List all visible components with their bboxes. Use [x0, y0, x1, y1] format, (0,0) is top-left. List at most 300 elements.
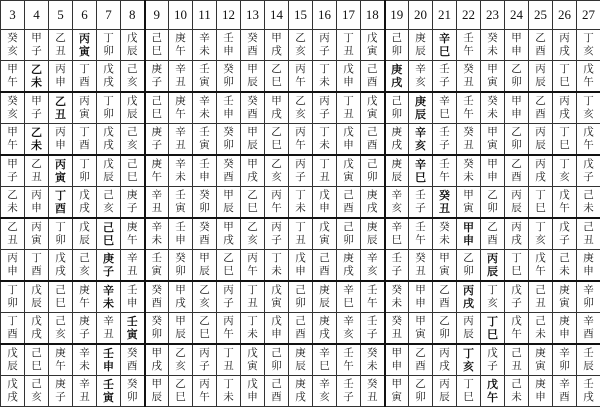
day-header-cell: 24	[505, 1, 529, 30]
ganzhi-cell: 庚 戌	[337, 250, 361, 282]
ganzhi-cell: 庚 寅	[553, 281, 577, 313]
ganzhi-cell: 乙 未	[25, 61, 49, 93]
day-header-row	[1, 1, 600, 30]
ganzhi-cell: 癸 卯	[169, 250, 193, 282]
ganzhi-cell: 戊 寅	[241, 344, 265, 376]
ganzhi-cell: 丁 卯	[49, 218, 73, 250]
ganzhi-cell: 庚 辰	[409, 92, 433, 124]
ganzhi-cell: 丁 酉	[25, 250, 49, 282]
ganzhi-cell: 乙 酉	[481, 218, 505, 250]
ganzhi-cell: 丙 申	[25, 187, 49, 219]
ganzhi-cell: 乙 丑	[49, 92, 73, 124]
ganzhi-cell: 甲 寅	[433, 250, 457, 282]
ganzhi-cell: 壬 申	[121, 281, 145, 313]
ganzhi-cell: 戊 申	[289, 250, 313, 282]
ganzhi-cell: 戊 辰	[73, 218, 97, 250]
ganzhi-cell: 甲 子	[1, 155, 25, 187]
day-header-cell: 23	[481, 1, 505, 30]
ganzhi-cell: 己 巳	[145, 30, 169, 61]
ganzhi-cell: 庚 子	[121, 187, 145, 219]
ganzhi-cell: 己 亥	[49, 313, 73, 345]
ganzhi-cell: 戊 申	[241, 376, 265, 407]
ganzhi-cell: 庚 寅	[529, 344, 553, 376]
ganzhi-cell: 丁 丑	[313, 155, 337, 187]
ganzhi-cell: 丁 丑	[337, 92, 361, 124]
ganzhi-cell: 壬 寅	[193, 124, 217, 156]
ganzhi-cell: 壬 午	[457, 30, 481, 61]
table-row	[1, 218, 600, 250]
ganzhi-cell: 庚 子	[73, 313, 97, 345]
ganzhi-cell: 丙 子	[313, 92, 337, 124]
ganzhi-cell: 丁 未	[313, 61, 337, 93]
ganzhi-cell: 己 亥	[25, 376, 49, 407]
day-header-cell: 27	[577, 1, 600, 30]
ganzhi-cell: 甲 午	[1, 124, 25, 156]
ganzhi-cell: 甲 子	[25, 30, 49, 61]
ganzhi-cell: 丙 戌	[457, 281, 481, 313]
ganzhi-cell: 己 巳	[97, 218, 121, 250]
ganzhi-cell: 戊 寅	[337, 155, 361, 187]
ganzhi-cell: 庚 午	[169, 30, 193, 61]
ganzhi-cell: 癸 未	[481, 92, 505, 124]
ganzhi-cell: 庚 申	[529, 376, 553, 407]
ganzhi-cell: 甲 戌	[265, 92, 289, 124]
ganzhi-cell: 乙 未	[25, 124, 49, 156]
ganzhi-cell: 乙 亥	[193, 281, 217, 313]
ganzhi-cell: 癸 酉	[121, 344, 145, 376]
day-header-cell: 22	[457, 1, 481, 30]
ganzhi-cell: 戊 申	[313, 187, 337, 219]
table-row	[1, 313, 600, 345]
ganzhi-cell: 戊 辰	[97, 155, 121, 187]
ganzhi-cell: 丁 丑	[289, 218, 313, 250]
ganzhi-cell: 丙 申	[49, 124, 73, 156]
ganzhi-cell: 庚 辰	[409, 30, 433, 61]
ganzhi-cell: 壬 午	[457, 92, 481, 124]
ganzhi-cell: 戊 戌	[49, 250, 73, 282]
ganzhi-cell: 丙 辰	[505, 187, 529, 219]
ganzhi-cell: 丁 卯	[97, 30, 121, 61]
ganzhi-cell: 辛 酉	[553, 376, 577, 407]
ganzhi-cell: 乙 巳	[241, 187, 265, 219]
ganzhi-cell: 丙 戌	[529, 155, 553, 187]
ganzhi-cell: 辛 巳	[313, 344, 337, 376]
ganzhi-cell: 癸 酉	[241, 92, 265, 124]
ganzhi-cell: 甲 寅	[481, 124, 505, 156]
ganzhi-cell: 甲 辰	[145, 376, 169, 407]
table-row	[1, 187, 600, 219]
ganzhi-cell: 癸 酉	[193, 218, 217, 250]
day-header-cell: 21	[433, 1, 457, 30]
ganzhi-cell: 庚 子	[145, 61, 169, 93]
ganzhi-cell: 己 卯	[385, 30, 409, 61]
ganzhi-cell: 戊 午	[553, 187, 577, 219]
ganzhi-cell: 己 酉	[313, 250, 337, 282]
ganzhi-cell: 甲 寅	[457, 187, 481, 219]
ganzhi-cell: 壬 申	[193, 155, 217, 187]
ganzhi-cell: 丙 子	[217, 281, 241, 313]
ganzhi-cell: 戊 戌	[97, 124, 121, 156]
ganzhi-cell: 戊 辰	[1, 344, 25, 376]
ganzhi-cell: 己 巳	[145, 92, 169, 124]
day-header-cell: 7	[97, 1, 121, 30]
ganzhi-cell: 壬 寅	[145, 250, 169, 282]
ganzhi-cell: 丁 未	[241, 313, 265, 345]
ganzhi-cell: 甲 申	[505, 92, 529, 124]
ganzhi-cell: 辛 丑	[145, 187, 169, 219]
ganzhi-cell: 庚 午	[73, 281, 97, 313]
ganzhi-cell: 己 丑	[505, 344, 529, 376]
day-header-cell: 12	[217, 1, 241, 30]
ganzhi-cell: 戊 辰	[121, 92, 145, 124]
day-header-cell: 4	[25, 1, 49, 30]
day-header-cell: 13	[241, 1, 265, 30]
ganzhi-cell: 己 酉	[265, 376, 289, 407]
ganzhi-cell: 甲 戌	[241, 155, 265, 187]
ganzhi-cell: 丁 亥	[577, 92, 600, 124]
table-row	[1, 61, 600, 93]
ganzhi-cell: 丁 酉	[73, 124, 97, 156]
ganzhi-cell: 丁 酉	[73, 61, 97, 93]
ganzhi-cell: 癸 未	[433, 218, 457, 250]
ganzhi-cell: 壬 申	[97, 344, 121, 376]
ganzhi-cell: 戊 寅	[361, 92, 385, 124]
ganzhi-cell: 甲 戌	[265, 30, 289, 61]
ganzhi-cell: 壬 子	[337, 376, 361, 407]
ganzhi-cell: 己 未	[529, 313, 553, 345]
ganzhi-cell: 己 卯	[289, 281, 313, 313]
ganzhi-cell: 乙 亥	[169, 344, 193, 376]
ganzhi-cell: 乙 丑	[25, 155, 49, 187]
ganzhi-cell: 庚 辰	[361, 218, 385, 250]
ganzhi-cell: 己 未	[553, 250, 577, 282]
ganzhi-cell: 丙 申	[1, 250, 25, 282]
table-row	[1, 124, 600, 156]
day-header-cell: 6	[73, 1, 97, 30]
ganzhi-cell: 乙 酉	[529, 92, 553, 124]
ganzhi-cell: 丙 辰	[529, 124, 553, 156]
ganzhi-cell: 辛 亥	[385, 187, 409, 219]
ganzhi-cell: 丙 戌	[553, 30, 577, 61]
ganzhi-cell: 丁 亥	[577, 30, 600, 61]
table-row	[1, 92, 600, 124]
day-header-cell: 16	[313, 1, 337, 30]
ganzhi-cell: 丙 寅	[73, 92, 97, 124]
ganzhi-cell: 己 酉	[289, 313, 313, 345]
ganzhi-cell: 甲 申	[385, 344, 409, 376]
ganzhi-cell: 辛 巳	[409, 155, 433, 187]
ganzhi-cell: 戊 寅	[313, 218, 337, 250]
ganzhi-cell: 丙 辰	[433, 376, 457, 407]
ganzhi-cell: 辛 卯	[553, 344, 577, 376]
ganzhi-cell: 辛 巳	[433, 30, 457, 61]
ganzhi-cell: 丁 酉	[49, 187, 73, 219]
ganzhi-cell: 辛 未	[193, 92, 217, 124]
ganzhi-cell: 己 卯	[385, 92, 409, 124]
ganzhi-cell: 丙 寅	[49, 155, 73, 187]
ganzhi-cell: 壬 寅	[193, 61, 217, 93]
table-row	[1, 30, 600, 61]
ganzhi-cell: 乙 酉	[409, 344, 433, 376]
ganzhi-cell: 乙 卯	[481, 187, 505, 219]
ganzhi-cell: 丙 午	[241, 250, 265, 282]
ganzhi-cell: 丁 未	[217, 376, 241, 407]
ganzhi-cell: 癸 丑	[385, 313, 409, 345]
ganzhi-cell: 戊 申	[265, 313, 289, 345]
ganzhi-cell: 庚 午	[169, 92, 193, 124]
ganzhi-cell: 癸 未	[457, 155, 481, 187]
ganzhi-cell: 辛 未	[193, 30, 217, 61]
ganzhi-cell: 戊 戌	[73, 187, 97, 219]
ganzhi-cell: 乙 亥	[289, 30, 313, 61]
ganzhi-cell: 甲 子	[25, 92, 49, 124]
ganzhi-cell: 乙 卯	[457, 250, 481, 282]
ganzhi-cell: 庚 午	[121, 218, 145, 250]
ganzhi-cell: 壬 子	[409, 187, 433, 219]
ganzhi-cell: 戊 寅	[361, 30, 385, 61]
ganzhi-cell: 甲 申	[505, 30, 529, 61]
ganzhi-cell: 庚 申	[553, 313, 577, 345]
day-header-cell: 20	[409, 1, 433, 30]
ganzhi-cell: 壬 子	[385, 250, 409, 282]
ganzhi-cell: 己 酉	[361, 124, 385, 156]
ganzhi-cell: 丙 辰	[457, 313, 481, 345]
ganzhi-cell: 戊 子	[577, 155, 600, 187]
ganzhi-cell: 壬 戌	[577, 376, 600, 407]
day-header-cell: 17	[337, 1, 361, 30]
ganzhi-cell: 戊 子	[553, 218, 577, 250]
ganzhi-cell: 甲 辰	[193, 250, 217, 282]
ganzhi-cell: 己 酉	[361, 61, 385, 93]
ganzhi-cell: 壬 寅	[121, 313, 145, 345]
ganzhi-cell: 戊 戌	[25, 313, 49, 345]
ganzhi-cell: 癸 亥	[1, 30, 25, 61]
ganzhi-cell: 甲 寅	[409, 313, 433, 345]
ganzhi-cell: 乙 卯	[505, 124, 529, 156]
ganzhi-cell: 癸 丑	[457, 124, 481, 156]
day-header-cell: 11	[193, 1, 217, 30]
ganzhi-cell: 甲 戌	[217, 218, 241, 250]
ganzhi-cell: 丁 亥	[481, 281, 505, 313]
ganzhi-cell: 丁 丑	[217, 344, 241, 376]
ganzhi-cell: 丙 子	[265, 218, 289, 250]
ganzhi-cell: 丙 寅	[73, 30, 97, 61]
table-row	[1, 281, 600, 313]
ganzhi-cell: 癸 卯	[217, 61, 241, 93]
ganzhi-cell: 乙 酉	[505, 155, 529, 187]
ganzhi-cell: 乙 巳	[193, 313, 217, 345]
ganzhi-cell: 戊 午	[577, 124, 600, 156]
ganzhi-cell: 丁 丑	[241, 281, 265, 313]
ganzhi-cell: 庚 辰	[313, 281, 337, 313]
ganzhi-cell: 甲 辰	[241, 61, 265, 93]
ganzhi-cell: 辛 亥	[361, 250, 385, 282]
ganzhi-cell: 丙 戌	[553, 92, 577, 124]
table-row	[1, 155, 600, 187]
ganzhi-cell: 癸 未	[361, 344, 385, 376]
day-header-cell: 5	[49, 1, 73, 30]
ganzhi-cell: 乙 巳	[265, 124, 289, 156]
ganzhi-cell: 乙 丑	[1, 218, 25, 250]
ganzhi-cell: 壬 申	[217, 30, 241, 61]
ganzhi-cell: 辛 巳	[337, 281, 361, 313]
ganzhi-cell: 丙 申	[49, 61, 73, 93]
day-header-cell: 26	[553, 1, 577, 30]
ganzhi-cell: 庚 辰	[289, 344, 313, 376]
ganzhi-cell: 甲 申	[481, 155, 505, 187]
ganzhi-cell: 丁 未	[265, 250, 289, 282]
ganzhi-cell: 壬 寅	[169, 187, 193, 219]
table-row	[1, 344, 600, 376]
ganzhi-cell: 辛 亥	[409, 61, 433, 93]
ganzhi-cell: 壬 寅	[97, 376, 121, 407]
ganzhi-cell: 癸 卯	[121, 376, 145, 407]
day-header-cell: 19	[385, 1, 409, 30]
ganzhi-cell: 戊 辰	[25, 281, 49, 313]
ganzhi-cell: 癸 丑	[409, 250, 433, 282]
ganzhi-cell: 甲 午	[1, 61, 25, 93]
ganzhi-cell: 壬 午	[337, 344, 361, 376]
ganzhi-cell: 戊 戌	[1, 376, 25, 407]
ganzhi-cell: 丁 巳	[553, 124, 577, 156]
ganzhi-cell: 辛 亥	[337, 313, 361, 345]
ganzhi-cell: 乙 巳	[217, 250, 241, 282]
ganzhi-cell: 丙 戌	[505, 218, 529, 250]
ganzhi-cell: 辛 卯	[577, 281, 600, 313]
ganzhi-cell: 庚 午	[49, 344, 73, 376]
ganzhi-cell: 己 卯	[265, 344, 289, 376]
ganzhi-cell: 乙 亥	[289, 92, 313, 124]
ganzhi-cell: 乙 酉	[529, 30, 553, 61]
ganzhi-cell: 丁 亥	[529, 218, 553, 250]
ganzhi-cell: 乙 卯	[433, 313, 457, 345]
ganzhi-cell: 己 未	[577, 187, 600, 219]
ganzhi-cell: 己 丑	[529, 281, 553, 313]
ganzhi-cell: 庚 戌	[361, 187, 385, 219]
ganzhi-cell: 壬 申	[169, 218, 193, 250]
ganzhi-cell: 辛 丑	[121, 250, 145, 282]
ganzhi-cell: 丁 巳	[505, 250, 529, 282]
ganzhi-cell: 辛 未	[145, 218, 169, 250]
ganzhi-cell: 癸 卯	[217, 124, 241, 156]
ganzhi-cell: 丁 亥	[457, 344, 481, 376]
ganzhi-cell: 丙 午	[265, 187, 289, 219]
ganzhi-cell: 乙 亥	[265, 155, 289, 187]
ganzhi-cell: 庚 子	[97, 250, 121, 282]
ganzhi-cell: 己 酉	[337, 187, 361, 219]
table-row	[1, 250, 600, 282]
ganzhi-cell: 乙 丑	[49, 30, 73, 61]
ganzhi-cell: 庚 子	[49, 376, 73, 407]
ganzhi-cell: 丙 子	[313, 30, 337, 61]
ganzhi-cell: 丙 辰	[481, 250, 505, 282]
day-header-cell: 3	[1, 1, 25, 30]
ganzhi-cell: 丙 戌	[433, 344, 457, 376]
ganzhi-cell: 戊 戌	[97, 61, 121, 93]
ganzhi-cell: 癸 丑	[457, 61, 481, 93]
ganzhi-cell: 庚 午	[145, 155, 169, 187]
ganzhi-cell: 丙 辰	[529, 61, 553, 93]
ganzhi-cell: 庚 子	[145, 124, 169, 156]
ganzhi-cell: 戊 子	[505, 281, 529, 313]
ganzhi-cell: 辛 巳	[385, 218, 409, 250]
ganzhi-cell: 乙 巳	[169, 376, 193, 407]
ganzhi-cell: 壬 申	[217, 92, 241, 124]
ganzhi-cell: 己 亥	[97, 187, 121, 219]
ganzhi-cell: 丁 未	[289, 187, 313, 219]
ganzhi-cell: 庚 戌	[385, 61, 409, 93]
ganzhi-cell: 戊 午	[481, 376, 505, 407]
ganzhi-cell: 壬 午	[409, 218, 433, 250]
ganzhi-cell: 辛 未	[169, 155, 193, 187]
ganzhi-cell: 壬 子	[433, 124, 457, 156]
ganzhi-cell: 己 卯	[361, 155, 385, 187]
ganzhi-cell: 己 卯	[337, 218, 361, 250]
ganzhi-cell: 甲 申	[457, 218, 481, 250]
ganzhi-cell: 丙 子	[289, 155, 313, 187]
ganzhi-cell: 己 巳	[25, 344, 49, 376]
ganzhi-cell: 癸 丑	[361, 376, 385, 407]
ganzhi-cell: 甲 戌	[145, 344, 169, 376]
ganzhi-cell: 乙 酉	[433, 281, 457, 313]
ganzhi-cell: 己 亥	[73, 250, 97, 282]
ganzhi-cell: 戊 午	[577, 61, 600, 93]
ganzhi-cell: 丁 酉	[1, 313, 25, 345]
ganzhi-cell: 丁 亥	[553, 155, 577, 187]
ganzhi-cell: 癸 卯	[145, 313, 169, 345]
table-row	[1, 376, 600, 407]
ganzhi-cell: 庚 戌	[289, 376, 313, 407]
ganzhi-cell: 丁 巳	[481, 313, 505, 345]
ganzhi-cell: 甲 申	[409, 281, 433, 313]
ganzhi-cell: 己 丑	[577, 218, 600, 250]
ganzhi-cell: 庚 辰	[385, 155, 409, 187]
day-header-cell: 10	[169, 1, 193, 30]
ganzhi-cell: 己 巳	[121, 155, 145, 187]
ganzhi-cell: 戊 辰	[121, 30, 145, 61]
ganzhi-cell: 癸 未	[385, 281, 409, 313]
ganzhi-cell: 乙 未	[1, 187, 25, 219]
ganzhi-cell: 丁 卯	[1, 281, 25, 313]
ganzhi-cell: 壬 午	[433, 155, 457, 187]
ganzhi-cell: 丁 巳	[529, 187, 553, 219]
ganzhi-cell: 甲 戌	[169, 281, 193, 313]
ganzhi-cell: 壬 子	[433, 61, 457, 93]
ganzhi-cell: 丁 未	[313, 124, 337, 156]
ganzhi-cell: 辛 亥	[313, 376, 337, 407]
ganzhi-cell: 甲 辰	[217, 187, 241, 219]
ganzhi-cell: 辛 丑	[169, 124, 193, 156]
ganzhi-cell: 癸 酉	[145, 281, 169, 313]
ganzhi-cell: 壬 午	[361, 281, 385, 313]
ganzhi-cell: 丁 卯	[97, 92, 121, 124]
ganzhi-cell: 丁 卯	[73, 155, 97, 187]
ganzhi-cell: 戊 申	[337, 124, 361, 156]
ganzhi-cell: 丙 午	[193, 376, 217, 407]
ganzhi-cell: 乙 巳	[265, 61, 289, 93]
ganzhi-cell: 乙 卯	[409, 376, 433, 407]
ganzhi-cell: 癸 未	[481, 30, 505, 61]
ganzhi-cell: 辛 未	[73, 344, 97, 376]
ganzhi-cell: 癸 亥	[1, 92, 25, 124]
day-header-cell: 15	[289, 1, 313, 30]
day-header-cell: 9	[145, 1, 169, 30]
ganzhi-cell: 丙 子	[193, 344, 217, 376]
ganzhi-cell: 甲 辰	[169, 313, 193, 345]
ganzhi-cell: 辛 丑	[73, 376, 97, 407]
ganzhi-cell: 癸 酉	[241, 30, 265, 61]
ganzhi-cell: 甲 寅	[385, 376, 409, 407]
